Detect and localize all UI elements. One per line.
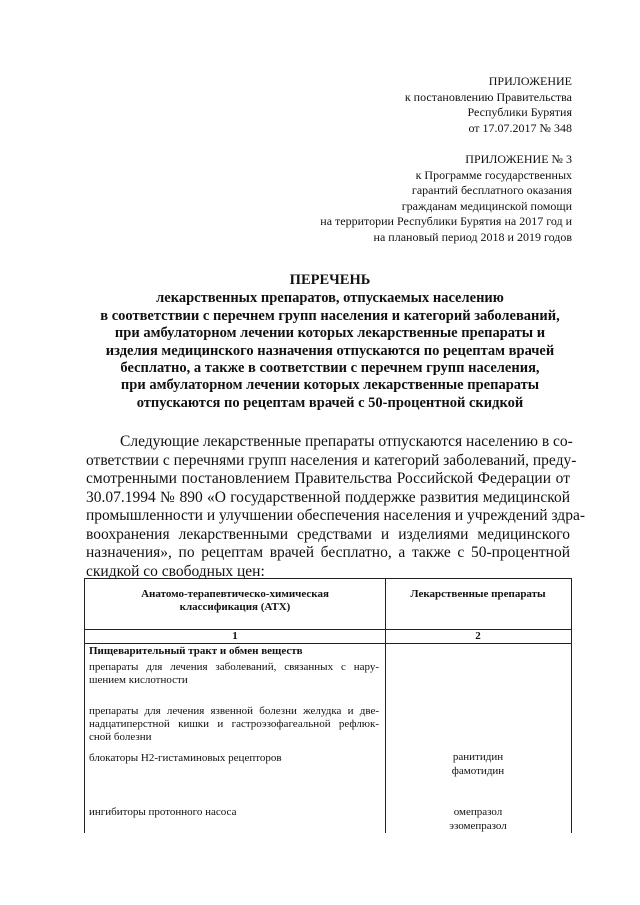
title-line: лекарственных препаратов, отпускаемых населению — [156, 290, 504, 307]
paragraph-line: промышленности и улучшении обеспечения населения и учреждений здра- — [86, 507, 585, 524]
header-atc-line: классификация (АТХ) — [179, 601, 291, 613]
appendix3-line: к Программе государственных — [415, 167, 572, 182]
group-line: препараты для лечения язвенной болезни желудка и две- — [89, 705, 379, 717]
group-ulcer-gerd — [89, 705, 379, 744]
paragraph-line: Следующие лекарственные препараты отпускаются населению в со- — [120, 433, 573, 450]
appendix-line: к постановлению Правительства — [404, 89, 572, 104]
appendix3-line: на плановый период 2018 и 2019 годов — [373, 229, 572, 244]
title-line: отпускаются по рецептам врачей с 50-процентной скидкой — [136, 394, 524, 411]
appendix3-line: гарантий бесплатного оказания — [411, 183, 572, 197]
appendix3-line: на территории Республики Бурятия на 2017 год и — [320, 214, 572, 228]
title-line: при амбулаторном лечении которых лекарственные препараты и — [114, 325, 546, 342]
header-atc — [85, 588, 385, 614]
column-divider — [385, 579, 386, 833]
title-line: изделия медицинского назначения отпускаются по рецептам врачей — [105, 342, 555, 359]
row-divider — [85, 643, 571, 644]
column-number-1: 1 — [232, 630, 238, 642]
intro-paragraph — [86, 433, 585, 581]
group-line: шением кислотности — [89, 674, 188, 686]
title-heading: ПЕРЕЧЕНЬ — [289, 272, 371, 288]
group-line: сной болезни — [89, 731, 152, 743]
title-line: бесплатно, а также в соответствии с перечнем групп населения, — [120, 360, 540, 377]
header-drugs: Лекарственные препараты — [410, 588, 546, 600]
group-ppi: ингибиторы протонного насоса — [89, 806, 237, 818]
drug-item: фамотидин — [451, 765, 505, 777]
appendix3-line: гражданам медицинской помощи — [401, 198, 572, 213]
section-heading: Пищеварительный тракт и обмен веществ — [89, 645, 303, 657]
paragraph-line: назначения», по рецептам врачей бесплатно, а также с 50-процентной — [86, 544, 570, 561]
paragraph-line: 30.07.1994 № 890 «О государственной поддержке развития медицинской — [86, 488, 570, 506]
column-number-2: 2 — [475, 630, 481, 642]
drug-list-ppi — [385, 805, 571, 833]
group-line: надцатиперстной кишки и гастроэзофагеальной рефлюк- — [89, 718, 379, 730]
drug-item: эзомепразол — [449, 820, 507, 832]
appendix-line: от 17.07.2017 № 348 — [468, 120, 572, 135]
paragraph-line: скидкой со свободных цен: — [86, 562, 265, 580]
group-h2-blockers: блокаторы Н2-гистаминовых рецепторов — [89, 752, 282, 764]
appendix-heading: ПРИЛОЖЕНИЕ — [488, 74, 572, 88]
paragraph-line: смотренными постановлением Правительства Российской Федерации от — [86, 470, 570, 487]
drug-item: омепразол — [453, 806, 503, 818]
appendix-block — [405, 74, 572, 136]
paragraph-line: ответствии с перечнями групп населения и категорий заболеваний, преду- — [86, 451, 577, 469]
appendix3-block — [320, 152, 572, 245]
drug-table — [84, 578, 572, 833]
header-atc-line: Анатомо-терапевтическо-химическая — [141, 588, 329, 600]
drug-list-h2 — [385, 750, 571, 778]
drug-item: ранитидин — [452, 751, 504, 763]
appendix3-heading: ПРИЛОЖЕНИЕ № 3 — [465, 152, 572, 166]
appendix-line: Республики Бурятия — [467, 105, 572, 119]
title-line: при амбулаторном лечении которых лекарственные препараты — [120, 377, 540, 394]
paragraph-line: воохранения лекарственными средствами и изделиями медицинского — [86, 525, 570, 543]
group-acid-disorders — [89, 661, 379, 687]
document-title — [60, 272, 600, 412]
title-line: в соответствии с перечнем групп населения и категорий заболеваний, — [100, 307, 560, 324]
group-line: препараты для лечения заболеваний, связанных с нару- — [89, 661, 379, 673]
